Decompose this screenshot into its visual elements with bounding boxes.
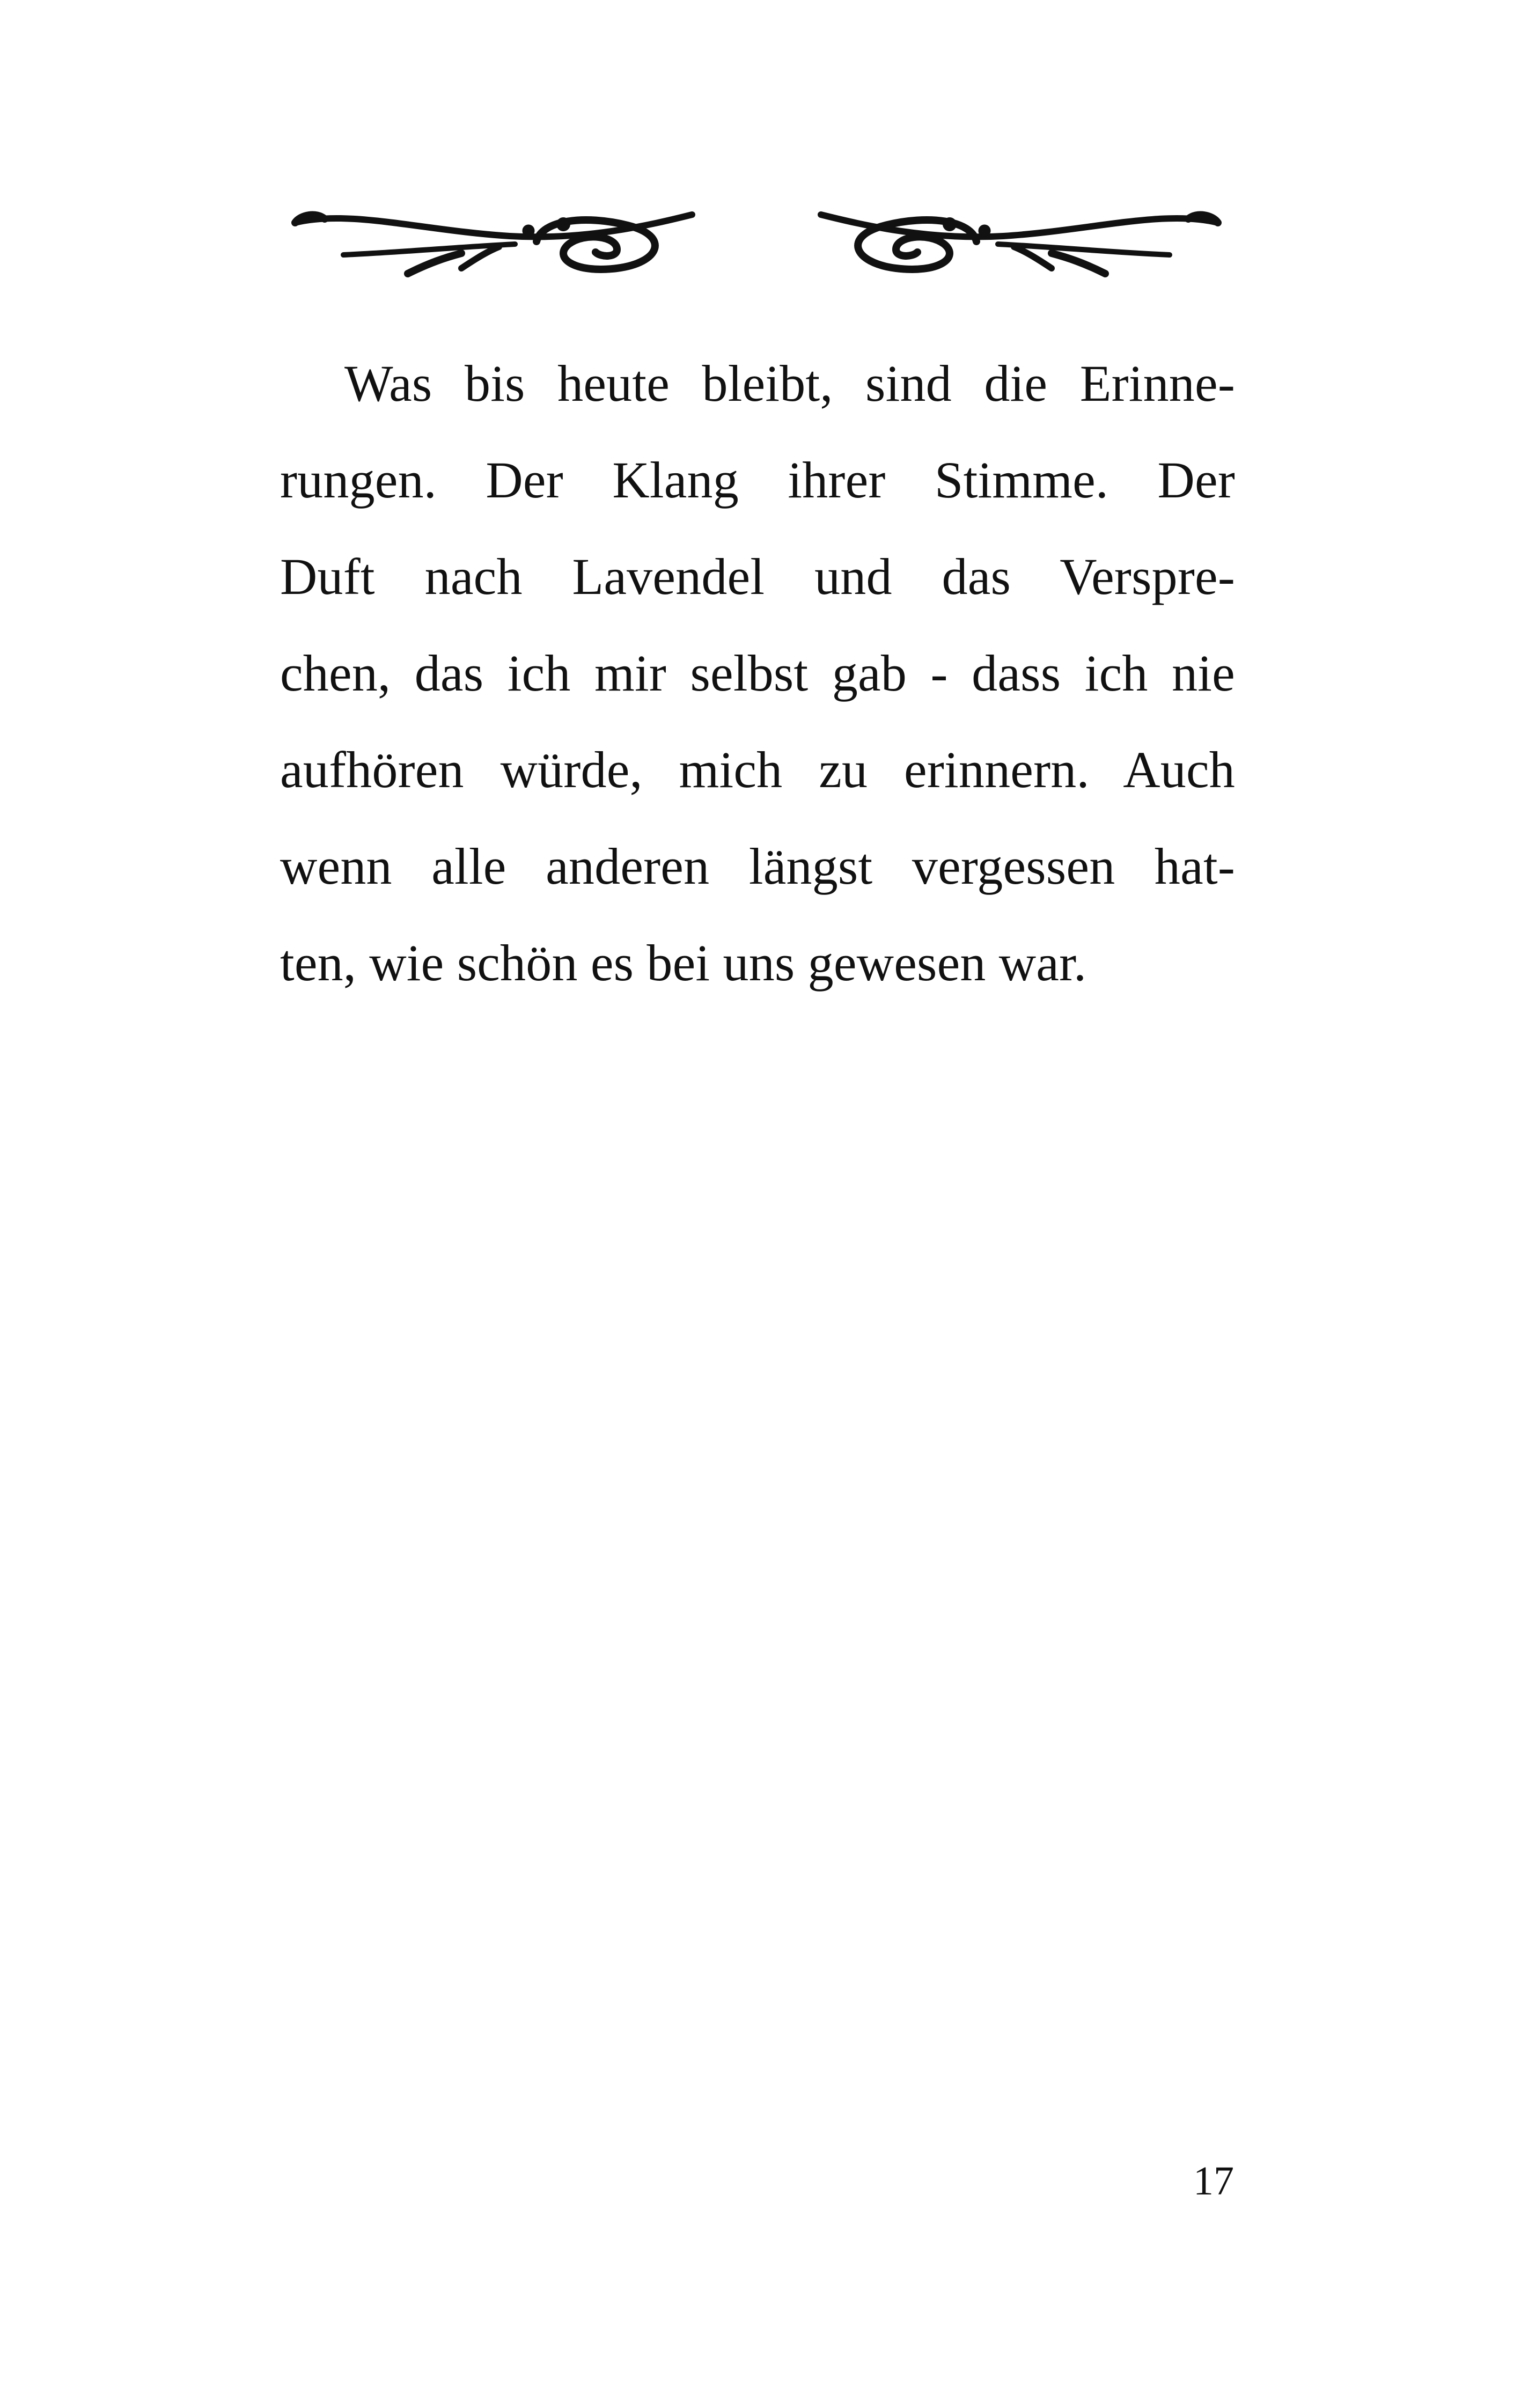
paragraph-line: chen, das ich mir selbst gab - dass ich nie	[280, 644, 1235, 702]
page-number: 17	[1193, 2159, 1234, 2204]
paragraph-line: Was bis heute bleibt, sind die Erinne-	[344, 355, 1235, 412]
paragraph-line: wenn alle anderen längst vergessen hat-	[280, 838, 1235, 895]
paragraph-line: Duft nach Lavendel und das Verspre-	[280, 548, 1235, 605]
paragraph-line: ten, wie schön es bei uns gewesen war.	[280, 934, 1087, 992]
body-paragraph	[280, 335, 1235, 1011]
paragraph-line: rungen. Der Klang ihrer Stimme. Der	[280, 451, 1235, 509]
paragraph-line: aufhören würde, mich zu erinnern. Auch	[280, 741, 1235, 798]
flourish-divider-icon	[284, 193, 1229, 290]
